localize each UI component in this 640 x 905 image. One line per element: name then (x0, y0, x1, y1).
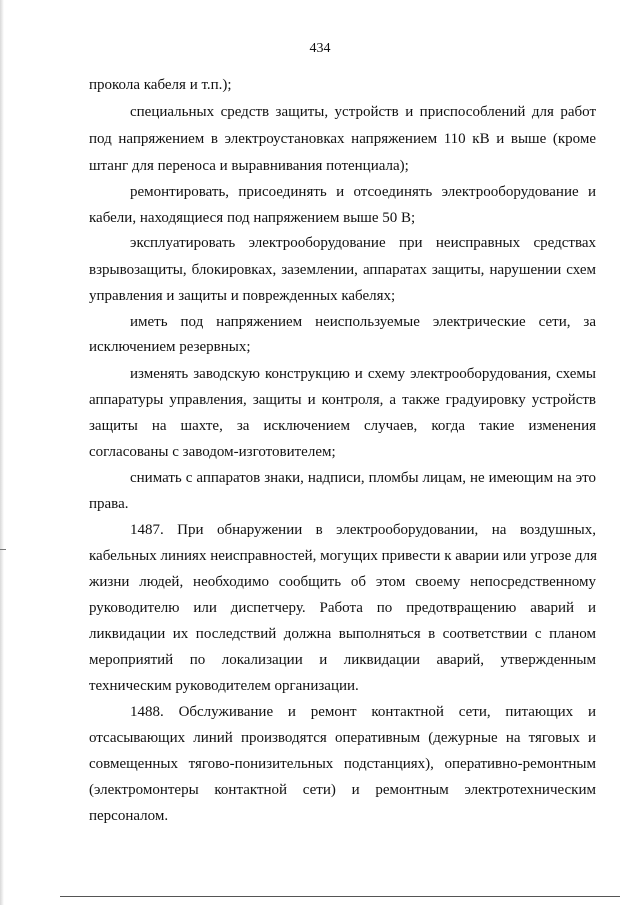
text-line: 1488. Обслуживание и ремонт контактной сети, питающих и (130, 704, 596, 720)
page-number: 434 (309, 41, 331, 56)
text-line: персоналом. (89, 808, 169, 824)
text-line: ликвидации их последствий должна выполняться в соответствии с планом (89, 626, 596, 642)
text-line: техническим руководителем организации. (89, 678, 359, 694)
text-line: аппаратуры управления, защиты и контроля, а также градуировку устройств (89, 392, 596, 408)
text-line: защиты на шахте, за исключением случаев, когда такие изменения (89, 418, 596, 434)
text-line: снимать с аппаратов знаки, надписи, пломбы лицам, не имеющим на это (130, 470, 596, 486)
text-line: прокола кабеля и т.п.); (89, 77, 232, 93)
scan-mark (0, 549, 6, 550)
text-line: согласованы с заводом-изготовителем; (89, 444, 336, 460)
page-edge-shadow (0, 0, 4, 905)
text-line: мероприятий по локализации и ликвидации аварий, утвержденным (89, 652, 596, 668)
text-line: кабели, находящиеся под напряжением выше 50 В; (89, 210, 416, 226)
text-line: управления и защиты и поврежденных кабелях; (89, 288, 396, 304)
text-line: руководителю или диспетчеру. Работа по предотвращению аварий и (89, 600, 596, 616)
text-line: штанг для переноса и выравнивания потенциала); (89, 158, 409, 174)
text-line: (электромонтеры контактной сети) и ремонтным электротехническим (89, 782, 596, 798)
text-line: отсасывающих линий производятся оперативным (дежурные на тяговых и (89, 730, 596, 746)
text-line: иметь под напряжением неиспользуемые электрические сети, за (130, 314, 596, 330)
text-line: 1487. При обнаружении в электрооборудовании, на воздушных, (130, 522, 596, 538)
text-line: права. (89, 496, 129, 512)
text-line: ремонтировать, присоединять и отсоединять электрооборудование и (130, 184, 596, 200)
text-line: кабельных линиях неисправностей, могущих привести к аварии или угрозе для (89, 548, 598, 564)
text-line: совмещенных тягово-понизительных подстанциях), оперативно-ремонтным (89, 756, 596, 772)
text-line: исключением резервных; (89, 339, 251, 355)
text-line: под напряжением в электроустановках напряжением 110 кВ и выше (кроме (89, 131, 596, 147)
text-line: специальных средств защиты, устройств и приспособлений для работ (130, 104, 596, 120)
text-line: жизни людей, необходимо сообщить об этом своему непосредственному (89, 574, 596, 590)
text-line: эксплуатировать электрооборудование при неисправных средствах (130, 235, 596, 251)
text-line: изменять заводскую конструкцию и схему электрооборудования, схемы (130, 366, 596, 382)
bottom-rule (60, 896, 620, 897)
text-line: взрывозащиты, блокировках, заземлении, аппаратах защиты, нарушении схем (89, 262, 596, 278)
